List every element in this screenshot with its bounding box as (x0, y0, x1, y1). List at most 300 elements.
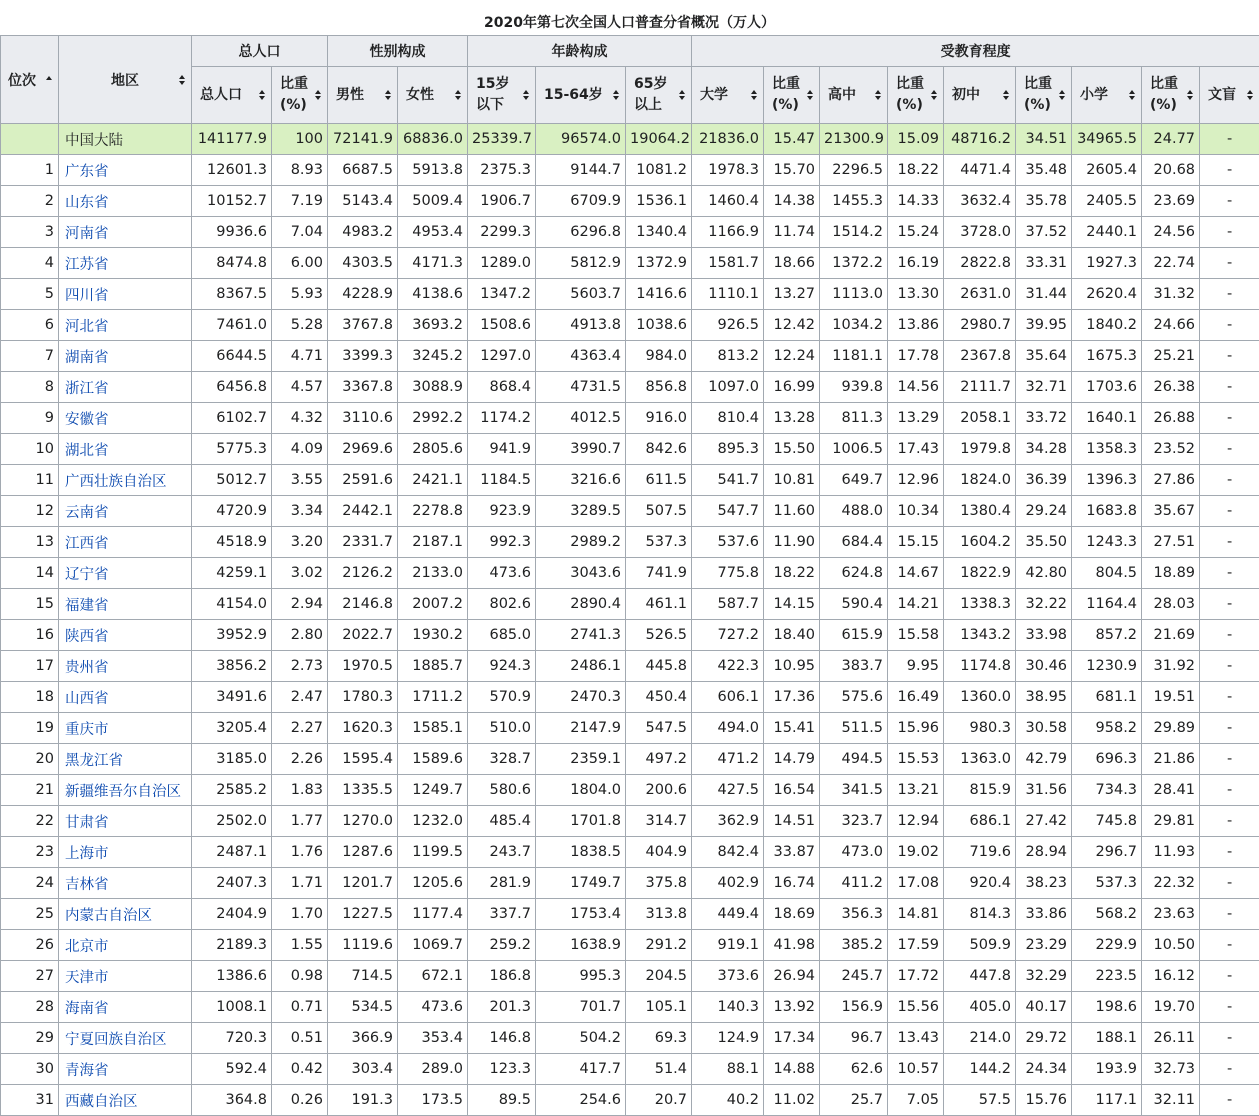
cell-rank: 7 (1, 341, 59, 372)
cell-age-under15: 941.9 (468, 434, 536, 465)
cell-age-15-64: 5603.7 (536, 279, 626, 310)
cell-region[interactable]: 河南省 (59, 217, 192, 248)
cell-age-15-64: 4012.5 (536, 403, 626, 434)
cell-rank: 4 (1, 248, 59, 279)
cell-highschool: 1006.5 (820, 434, 888, 465)
cell-primary: 2605.4 (1072, 155, 1142, 186)
cell-highschool-pct: 13.86 (888, 310, 944, 341)
col-age-15-64[interactable]: 15-64岁 (536, 67, 626, 124)
cell-male: 191.3 (328, 1085, 398, 1116)
cell-university: 895.3 (692, 434, 764, 465)
cell-highschool-pct: 10.57 (888, 1054, 944, 1085)
cell-female: 353.4 (398, 1023, 468, 1054)
cell-age-15-64: 96574.0 (536, 124, 626, 155)
cell-female: 1232.0 (398, 806, 468, 837)
cell-age-under15: 485.4 (468, 806, 536, 837)
cell-rank: 28 (1, 992, 59, 1023)
cell-illiterate: - (1200, 651, 1259, 682)
cell-highschool: 341.5 (820, 775, 888, 806)
cell-total-pct: 4.57 (272, 372, 328, 403)
cell-university: 449.4 (692, 899, 764, 930)
cell-primary: 2620.4 (1072, 279, 1142, 310)
cell-primary: 568.2 (1072, 899, 1142, 930)
cell-total-pct: 2.80 (272, 620, 328, 651)
table-row (1, 992, 1259, 1023)
cell-highschool: 494.5 (820, 744, 888, 775)
cell-total-pct: 100 (272, 124, 328, 155)
cell-age-15-64: 2486.1 (536, 651, 626, 682)
cell-region[interactable]: 重庆市 (59, 713, 192, 744)
cell-highschool: 684.4 (820, 527, 888, 558)
cell-region[interactable]: 云南省 (59, 496, 192, 527)
cell-total-pct: 8.93 (272, 155, 328, 186)
cell-female: 2278.8 (398, 496, 468, 527)
col-highschool-pct[interactable]: 比重 (%) (888, 67, 944, 124)
cell-total-pct: 1.76 (272, 837, 328, 868)
cell-rank: 25 (1, 899, 59, 930)
cell-illiterate: - (1200, 155, 1259, 186)
cell-age-15-64: 5812.9 (536, 248, 626, 279)
cell-region[interactable]: 四川省 (59, 279, 192, 310)
cell-male: 72141.9 (328, 124, 398, 155)
cell-primary: 198.6 (1072, 992, 1142, 1023)
cell-middleschool-pct: 33.31 (1016, 248, 1072, 279)
cell-age-65plus: 450.4 (626, 682, 692, 713)
cell-male: 1620.3 (328, 713, 398, 744)
cell-age-65plus: 741.9 (626, 558, 692, 589)
cell-region[interactable]: 河北省 (59, 310, 192, 341)
cell-age-65plus: 497.2 (626, 744, 692, 775)
cell-male: 366.9 (328, 1023, 398, 1054)
cell-female: 3088.9 (398, 372, 468, 403)
cell-age-65plus: 537.3 (626, 527, 692, 558)
table-row (1, 341, 1259, 372)
cell-region[interactable]: 湖南省 (59, 341, 192, 372)
cell-age-under15: 473.6 (468, 558, 536, 589)
col-illiterate[interactable]: 文盲 (1200, 67, 1259, 124)
cell-university-pct: 13.92 (764, 992, 820, 1023)
col-university-pct[interactable]: 比重 (%) (764, 67, 820, 124)
cell-university: 140.3 (692, 992, 764, 1023)
cell-region[interactable]: 上海市 (59, 837, 192, 868)
cell-female: 1585.1 (398, 713, 468, 744)
cell-university: 727.2 (692, 620, 764, 651)
cell-total: 3185.0 (192, 744, 272, 775)
col-female[interactable]: 女性 (398, 67, 468, 124)
col-age-under15[interactable]: 15岁 以下 (468, 67, 536, 124)
cell-age-15-64: 2890.4 (536, 589, 626, 620)
cell-middleschool-pct: 42.79 (1016, 744, 1072, 775)
table-row (1, 589, 1259, 620)
cell-middleschool: 509.9 (944, 930, 1016, 961)
col-middleschool[interactable]: 初中 (944, 67, 1016, 124)
col-middleschool-pct[interactable]: 比重 (%) (1016, 67, 1072, 124)
cell-middleschool-pct: 35.48 (1016, 155, 1072, 186)
cell-age-15-64: 3990.7 (536, 434, 626, 465)
cell-total-pct: 1.55 (272, 930, 328, 961)
cell-female: 2007.2 (398, 589, 468, 620)
cell-primary-pct: 27.86 (1142, 465, 1200, 496)
cell-middleschool: 1979.8 (944, 434, 1016, 465)
cell-primary: 745.8 (1072, 806, 1142, 837)
cell-region[interactable]: 北京市 (59, 930, 192, 961)
cell-highschool-pct: 17.08 (888, 868, 944, 899)
cell-region[interactable]: 新疆维吾尔自治区 (59, 775, 192, 806)
cell-university: 124.9 (692, 1023, 764, 1054)
cell-region[interactable]: 广东省 (59, 155, 192, 186)
cell-middleschool: 2367.8 (944, 341, 1016, 372)
cell-middleschool: 4471.4 (944, 155, 1016, 186)
cell-highschool-pct: 14.67 (888, 558, 944, 589)
cell-university: 1978.3 (692, 155, 764, 186)
cell-total-pct: 2.73 (272, 651, 328, 682)
cell-region[interactable]: 甘肃省 (59, 806, 192, 837)
cell-university: 1110.1 (692, 279, 764, 310)
table-row (1, 651, 1259, 682)
cell-female: 1711.2 (398, 682, 468, 713)
cell-total: 6644.5 (192, 341, 272, 372)
cell-region[interactable]: 安徽省 (59, 403, 192, 434)
cell-primary-pct: 28.03 (1142, 589, 1200, 620)
cell-middleschool-pct: 38.95 (1016, 682, 1072, 713)
col-region[interactable]: 地区 (59, 36, 192, 124)
cell-male: 2022.7 (328, 620, 398, 651)
col-total[interactable]: 总人口 (192, 67, 272, 124)
cell-female: 1589.6 (398, 744, 468, 775)
cell-primary-pct: 24.77 (1142, 124, 1200, 155)
cell-university: 547.7 (692, 496, 764, 527)
cell-age-65plus: 69.3 (626, 1023, 692, 1054)
cell-male: 3110.6 (328, 403, 398, 434)
cell-age-15-64: 1638.9 (536, 930, 626, 961)
cell-age-15-64: 9144.7 (536, 155, 626, 186)
cell-illiterate: - (1200, 434, 1259, 465)
cell-university-pct: 14.38 (764, 186, 820, 217)
cell-primary: 1703.6 (1072, 372, 1142, 403)
cell-university: 422.3 (692, 651, 764, 682)
cell-total-pct: 5.28 (272, 310, 328, 341)
cell-illiterate: - (1200, 124, 1259, 155)
cell-age-15-64: 504.2 (536, 1023, 626, 1054)
cell-primary-pct: 18.89 (1142, 558, 1200, 589)
cell-total-pct: 7.19 (272, 186, 328, 217)
cell-female: 1249.7 (398, 775, 468, 806)
table-row (1, 310, 1259, 341)
cell-total-pct: 1.71 (272, 868, 328, 899)
cell-university: 537.6 (692, 527, 764, 558)
cell-rank: 24 (1, 868, 59, 899)
cell-age-15-64: 4731.5 (536, 372, 626, 403)
cell-university-pct: 14.15 (764, 589, 820, 620)
cell-highschool: 1113.0 (820, 279, 888, 310)
cell-primary: 1840.2 (1072, 310, 1142, 341)
cell-age-65plus: 51.4 (626, 1054, 692, 1085)
table-row (1, 465, 1259, 496)
cell-region[interactable]: 湖北省 (59, 434, 192, 465)
cell-total: 6456.8 (192, 372, 272, 403)
cell-middleschool: 719.6 (944, 837, 1016, 868)
cell-total: 3205.4 (192, 713, 272, 744)
cell-highschool-pct: 13.43 (888, 1023, 944, 1054)
cell-age-65plus: 984.0 (626, 341, 692, 372)
cell-female: 2133.0 (398, 558, 468, 589)
cell-primary-pct: 21.86 (1142, 744, 1200, 775)
cell-university-pct: 15.50 (764, 434, 820, 465)
cell-age-65plus: 291.2 (626, 930, 692, 961)
col-highschool[interactable]: 高中 (820, 67, 888, 124)
cell-total: 8474.8 (192, 248, 272, 279)
cell-middleschool-pct: 33.72 (1016, 403, 1072, 434)
cell-region[interactable]: 海南省 (59, 992, 192, 1023)
cell-region[interactable]: 广西壮族自治区 (59, 465, 192, 496)
cell-highschool: 1034.2 (820, 310, 888, 341)
cell-middleschool: 3632.4 (944, 186, 1016, 217)
cell-middleschool: 814.3 (944, 899, 1016, 930)
cell-middleschool-pct: 42.80 (1016, 558, 1072, 589)
cell-age-65plus: 19064.2 (626, 124, 692, 155)
cell-age-65plus: 507.5 (626, 496, 692, 527)
col-rank[interactable]: 位次 (1, 36, 59, 124)
cell-total-pct: 3.34 (272, 496, 328, 527)
cell-region[interactable]: 山西省 (59, 682, 192, 713)
col-total-pct[interactable]: 比重 (%) (272, 67, 328, 124)
cell-region[interactable]: 黑龙江省 (59, 744, 192, 775)
cell-primary-pct: 19.51 (1142, 682, 1200, 713)
cell-primary-pct: 26.11 (1142, 1023, 1200, 1054)
cell-female: 3245.2 (398, 341, 468, 372)
cell-total: 4259.1 (192, 558, 272, 589)
cell-age-under15: 924.3 (468, 651, 536, 682)
cell-primary-pct: 27.51 (1142, 527, 1200, 558)
cell-region[interactable]: 福建省 (59, 589, 192, 620)
cell-age-65plus: 1372.9 (626, 248, 692, 279)
cell-middleschool-pct: 35.50 (1016, 527, 1072, 558)
cell-total: 592.4 (192, 1054, 272, 1085)
cell-male: 6687.5 (328, 155, 398, 186)
cell-middleschool-pct: 38.23 (1016, 868, 1072, 899)
cell-highschool: 488.0 (820, 496, 888, 527)
cell-total-pct: 4.71 (272, 341, 328, 372)
cell-region[interactable]: 内蒙古自治区 (59, 899, 192, 930)
cell-university: 813.2 (692, 341, 764, 372)
cell-male: 4228.9 (328, 279, 398, 310)
cell-primary: 229.9 (1072, 930, 1142, 961)
cell-rank: 3 (1, 217, 59, 248)
cell-rank (1, 124, 59, 155)
cell-total: 141177.9 (192, 124, 272, 155)
col-primary-pct[interactable]: 比重 (%) (1142, 67, 1200, 124)
cell-age-under15: 2299.3 (468, 217, 536, 248)
cell-primary: 1358.3 (1072, 434, 1142, 465)
cell-primary-pct: 20.68 (1142, 155, 1200, 186)
cell-rank: 21 (1, 775, 59, 806)
cell-primary: 34965.5 (1072, 124, 1142, 155)
cell-total-pct: 3.20 (272, 527, 328, 558)
cell-university: 402.9 (692, 868, 764, 899)
cell-region[interactable]: 江西省 (59, 527, 192, 558)
cell-region[interactable]: 西藏自治区 (59, 1085, 192, 1116)
cell-university-pct: 14.79 (764, 744, 820, 775)
cell-total-pct: 0.71 (272, 992, 328, 1023)
cell-highschool-pct: 15.58 (888, 620, 944, 651)
cell-primary: 681.1 (1072, 682, 1142, 713)
cell-middleschool: 3728.0 (944, 217, 1016, 248)
cell-region[interactable]: 宁夏回族自治区 (59, 1023, 192, 1054)
table-row (1, 775, 1259, 806)
cell-university-pct: 11.02 (764, 1085, 820, 1116)
cell-rank: 19 (1, 713, 59, 744)
cell-age-15-64: 3216.6 (536, 465, 626, 496)
cell-middleschool-pct: 32.22 (1016, 589, 1072, 620)
col-age-65plus[interactable]: 65岁 以上 (626, 67, 692, 124)
cell-illiterate: - (1200, 806, 1259, 837)
cell-male: 5143.4 (328, 186, 398, 217)
table-row (1, 620, 1259, 651)
cell-female: 2187.1 (398, 527, 468, 558)
cell-male: 4983.2 (328, 217, 398, 248)
cell-highschool-pct: 16.49 (888, 682, 944, 713)
cell-age-under15: 923.9 (468, 496, 536, 527)
cell-region[interactable]: 辽宁省 (59, 558, 192, 589)
cell-age-15-64: 701.7 (536, 992, 626, 1023)
cell-male: 1335.5 (328, 775, 398, 806)
cell-middleschool-pct: 31.56 (1016, 775, 1072, 806)
cell-middleschool: 57.5 (944, 1085, 1016, 1116)
cell-region[interactable]: 天津市 (59, 961, 192, 992)
cell-highschool: 2296.5 (820, 155, 888, 186)
cell-rank: 27 (1, 961, 59, 992)
cell-university: 606.1 (692, 682, 764, 713)
cell-male: 2591.6 (328, 465, 398, 496)
cell-region[interactable]: 浙江省 (59, 372, 192, 403)
cell-region: 中国大陆 (59, 124, 192, 155)
cell-age-under15: 259.2 (468, 930, 536, 961)
cell-highschool-pct: 13.29 (888, 403, 944, 434)
cell-middleschool: 980.3 (944, 713, 1016, 744)
cell-highschool: 1514.2 (820, 217, 888, 248)
cell-middleschool: 2111.7 (944, 372, 1016, 403)
cell-total: 3952.9 (192, 620, 272, 651)
cell-total: 6102.7 (192, 403, 272, 434)
cell-region[interactable]: 山东省 (59, 186, 192, 217)
cell-university-pct: 10.95 (764, 651, 820, 682)
cell-university: 471.2 (692, 744, 764, 775)
cell-male: 3399.3 (328, 341, 398, 372)
cell-university-pct: 11.60 (764, 496, 820, 527)
col-primary[interactable]: 小学 (1072, 67, 1142, 124)
cell-total: 1008.1 (192, 992, 272, 1023)
cell-region[interactable]: 江苏省 (59, 248, 192, 279)
cell-female: 1930.2 (398, 620, 468, 651)
cell-primary: 1243.3 (1072, 527, 1142, 558)
cell-university-pct: 12.42 (764, 310, 820, 341)
cell-primary-pct: 24.66 (1142, 310, 1200, 341)
cell-female: 1885.7 (398, 651, 468, 682)
col-male[interactable]: 男性 (328, 67, 398, 124)
cell-total-pct: 3.02 (272, 558, 328, 589)
cell-total: 5012.7 (192, 465, 272, 496)
cell-middleschool-pct: 34.28 (1016, 434, 1072, 465)
cell-age-under15: 281.9 (468, 868, 536, 899)
cell-highschool: 96.7 (820, 1023, 888, 1054)
cell-female: 2992.2 (398, 403, 468, 434)
cell-female: 4171.3 (398, 248, 468, 279)
cell-age-15-64: 1749.7 (536, 868, 626, 899)
cell-middleschool: 214.0 (944, 1023, 1016, 1054)
cell-female: 289.0 (398, 1054, 468, 1085)
cell-illiterate: - (1200, 558, 1259, 589)
cell-male: 1270.0 (328, 806, 398, 837)
col-university[interactable]: 大学 (692, 67, 764, 124)
cell-total: 7461.0 (192, 310, 272, 341)
cell-illiterate: - (1200, 310, 1259, 341)
cell-age-under15: 243.7 (468, 837, 536, 868)
cell-primary-pct: 26.88 (1142, 403, 1200, 434)
cell-university-pct: 16.74 (764, 868, 820, 899)
cell-total: 12601.3 (192, 155, 272, 186)
cell-university-pct: 18.40 (764, 620, 820, 651)
cell-total-pct: 0.98 (272, 961, 328, 992)
cell-total: 2404.9 (192, 899, 272, 930)
cell-university: 587.7 (692, 589, 764, 620)
cell-primary-pct: 21.69 (1142, 620, 1200, 651)
cell-age-15-64: 417.7 (536, 1054, 626, 1085)
cell-age-15-64: 6296.8 (536, 217, 626, 248)
cell-rank: 26 (1, 930, 59, 961)
cell-illiterate: - (1200, 992, 1259, 1023)
cell-total: 3491.6 (192, 682, 272, 713)
cell-region[interactable]: 吉林省 (59, 868, 192, 899)
cell-region[interactable]: 陕西省 (59, 620, 192, 651)
cell-age-65plus: 445.8 (626, 651, 692, 682)
cell-age-15-64: 4363.4 (536, 341, 626, 372)
cell-age-under15: 337.7 (468, 899, 536, 930)
cell-highschool-pct: 14.21 (888, 589, 944, 620)
cell-highschool: 590.4 (820, 589, 888, 620)
cell-total: 10152.7 (192, 186, 272, 217)
cell-female: 5009.4 (398, 186, 468, 217)
cell-age-15-64: 6709.9 (536, 186, 626, 217)
cell-age-under15: 25339.7 (468, 124, 536, 155)
cell-age-under15: 992.3 (468, 527, 536, 558)
cell-highschool: 385.2 (820, 930, 888, 961)
cell-total: 2585.2 (192, 775, 272, 806)
cell-primary: 296.7 (1072, 837, 1142, 868)
cell-rank: 5 (1, 279, 59, 310)
cell-region[interactable]: 贵州省 (59, 651, 192, 682)
cell-primary: 1230.9 (1072, 651, 1142, 682)
cell-illiterate: - (1200, 589, 1259, 620)
cell-university-pct: 13.28 (764, 403, 820, 434)
cell-total-pct: 7.04 (272, 217, 328, 248)
cell-primary: 537.3 (1072, 868, 1142, 899)
cell-university-pct: 14.51 (764, 806, 820, 837)
cell-middleschool-pct: 29.72 (1016, 1023, 1072, 1054)
cell-illiterate: - (1200, 186, 1259, 217)
cell-illiterate: - (1200, 465, 1259, 496)
cell-primary-pct: 31.32 (1142, 279, 1200, 310)
cell-rank: 10 (1, 434, 59, 465)
table-row (1, 496, 1259, 527)
cell-total-pct: 1.83 (272, 775, 328, 806)
cell-highschool: 21300.9 (820, 124, 888, 155)
cell-age-under15: 2375.3 (468, 155, 536, 186)
cell-primary-pct: 22.74 (1142, 248, 1200, 279)
cell-region[interactable]: 青海省 (59, 1054, 192, 1085)
cell-female: 672.1 (398, 961, 468, 992)
cell-primary-pct: 26.38 (1142, 372, 1200, 403)
cell-male: 1970.5 (328, 651, 398, 682)
